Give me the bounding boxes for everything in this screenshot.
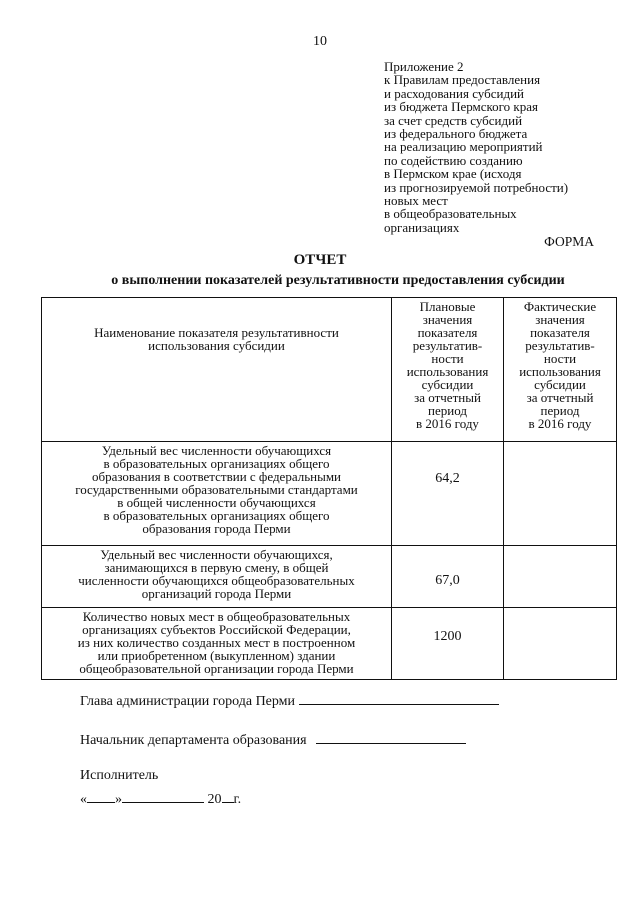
form-label: ФОРМА [544,234,594,249]
signature-dept [80,731,466,749]
table-row [42,442,617,546]
table-row [42,608,617,680]
date-year-prefix: 20 [207,792,222,807]
actual-value-cell [504,608,617,680]
header-planned-values: Плановые значения показателя результатив- ности использования субсидии за отчетный период в 2016 году [392,298,504,442]
actual-value-cell [504,442,617,546]
date-day-blank [87,790,115,803]
appendix-line: за счет средств субсидий [384,112,523,128]
planned-value-cell: 67,0 [392,546,504,608]
signature-head-label: Глава администрации города Перми [80,694,296,709]
signature-head [80,692,499,710]
planned-value-cell: 1200 [392,608,504,680]
appendix-block [384,60,624,234]
signature-dept-label: Начальник департамента образования [80,733,307,748]
indicator-name-cell: Количество новых мест в общеобразовательных организациях субъектов Российской Федерации, из них количество созданных мест в построенном или приобретенном (выкупленном) здании общеобразовательной организации города Перми [42,608,392,680]
page-number: 10 [313,34,327,49]
executor-label: Исполнитель [80,768,159,783]
appendix-line: из бюджета Пермского края [384,99,539,115]
appendix-line: на реализацию мероприятий [384,139,543,155]
report-table [41,297,617,680]
date-month-blank [122,790,204,803]
appendix-line: к Правилам предоставления [384,72,541,88]
appendix-line: Приложение 2 [384,59,464,74]
appendix-line: из федерального бюджета [384,126,528,142]
appendix-line: в Пермском крае (исходя [384,166,522,182]
report-subtitle: о выполнении показателей результативности предоставления субсидии [111,273,565,288]
appendix-line: и расходования субсидий [384,85,524,101]
date-year-suffix: г. [233,792,242,807]
appendix-line: новых мест [384,193,448,209]
appendix-line: из прогнозируемой потребности) [384,179,569,195]
indicator-name-cell: Удельный вес численности обучающихся, занимающихся в первую смену, в общей численности обучающихся общеобразовательных организаций города Перми [42,546,392,608]
appendix-line: организациях [384,219,460,235]
date-close-quote: » [115,792,122,807]
date-year-blank [222,790,234,803]
date-open-quote: « [80,792,87,807]
appendix-line: по содействию созданию [384,152,523,168]
header-indicator-name: Наименование показателя результативности использования субсидии [42,298,392,442]
appendix-line: в общеобразовательных [384,206,517,222]
table-row [42,546,617,608]
table-header-row [42,298,617,442]
signature-head-line [299,692,499,705]
report-title: ОТЧЕТ [293,252,347,268]
signature-dept-line [316,731,466,744]
planned-value-cell: 64,2 [392,442,504,546]
date-line [80,790,241,808]
actual-value-cell [504,546,617,608]
indicator-name-cell: Удельный вес численности обучающихся в образовательных организациях общего образования в соответствии с федеральными государственными образовательными стандартами в общей численности обучающихся в образовательных организациях общего образования города Перми [42,442,392,546]
header-actual-values: Фактические значения показателя результатив- ности использования субсидии за отчетный период в 2016 году [504,298,617,442]
